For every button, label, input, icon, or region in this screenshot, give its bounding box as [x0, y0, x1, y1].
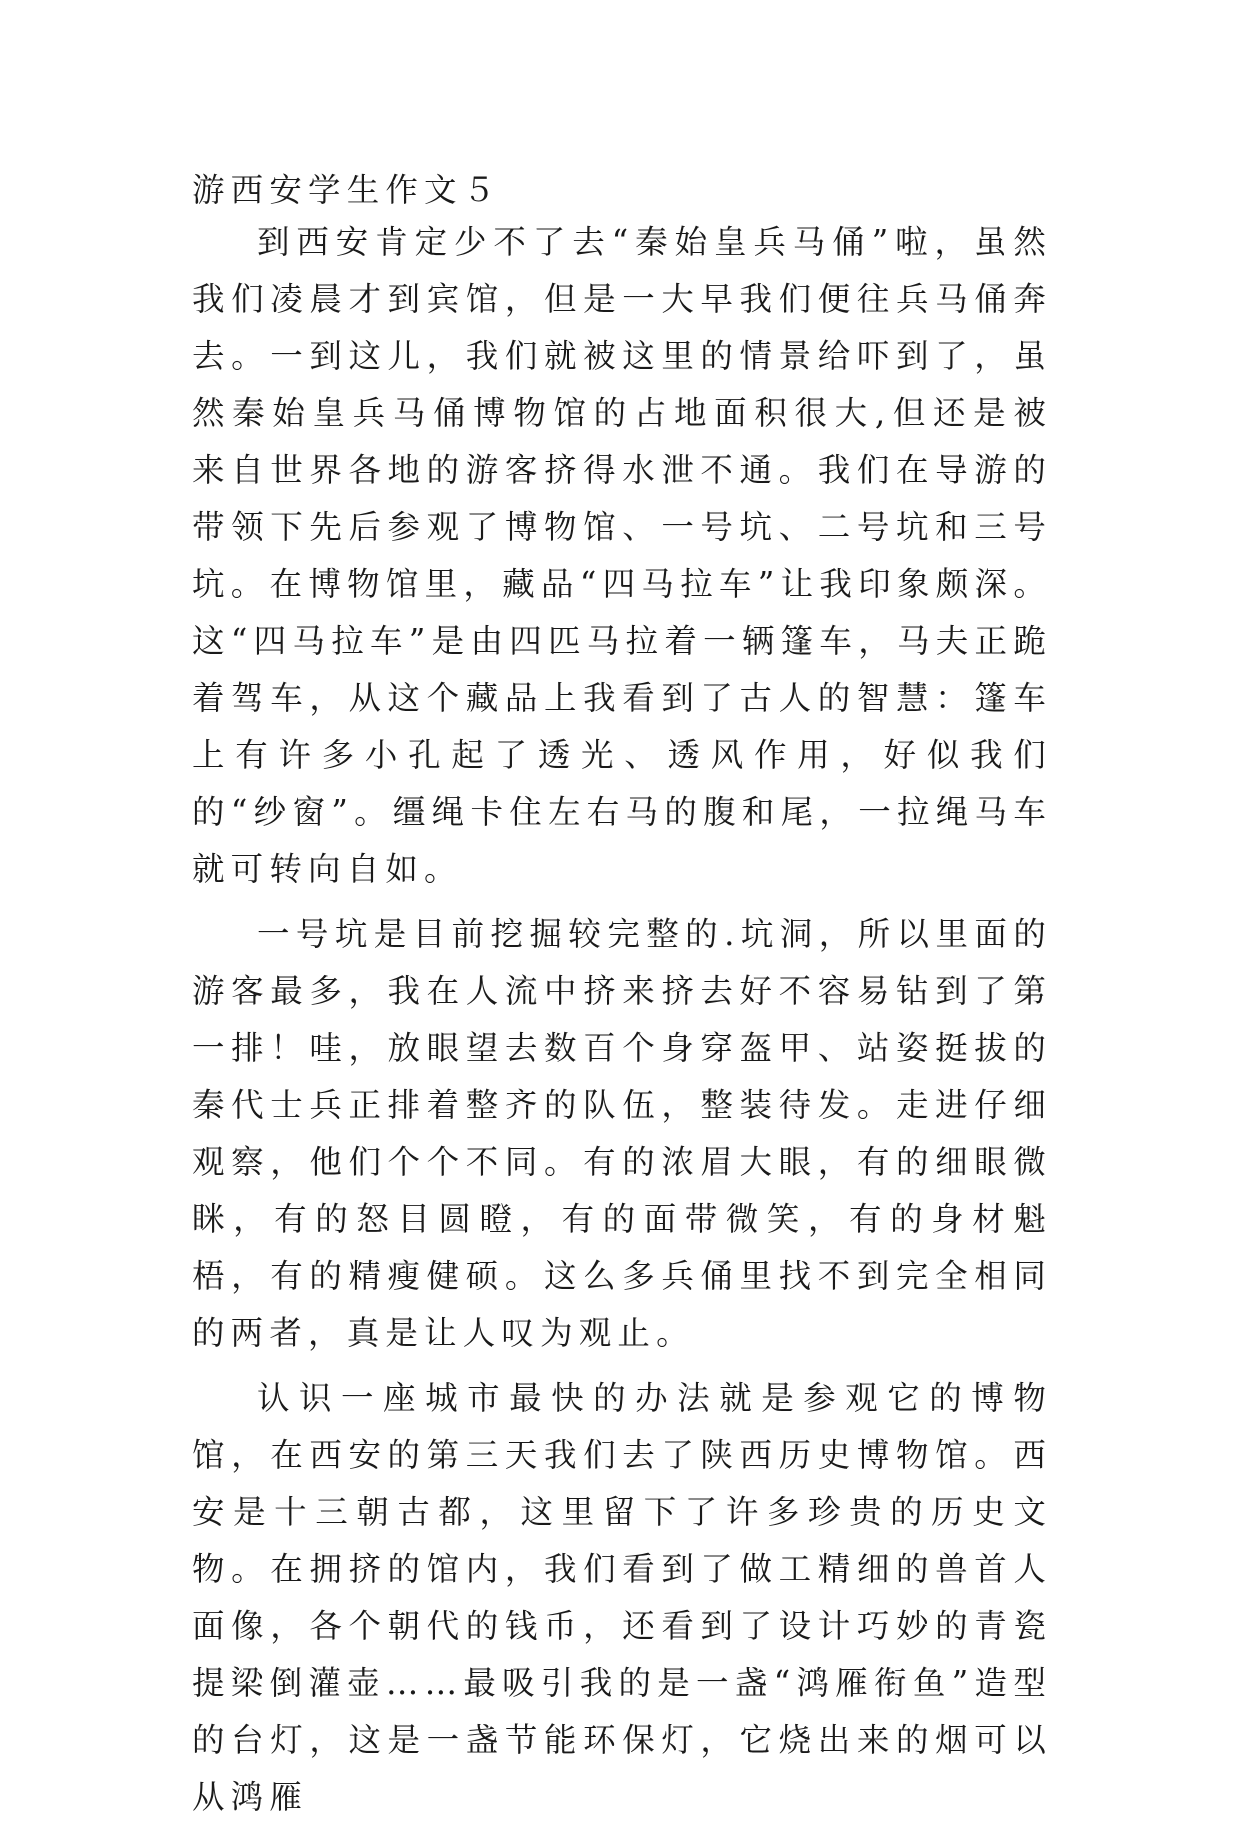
document-title: 游西安学生作文５ — [192, 171, 502, 209]
paragraph-2: 一号坑是目前挖掘较完整的.坑洞，所以里面的游客最多，我在人流中挤来挤去好不容易钻到了第一排！哇，放眼望去数百个身穿盔甲、站姿挺拔的秦代士兵正排着整齐的队伍，整装待发。走进仔细观察，他们个个不同。有的浓眉大眼，有的细眼微眯，有的怒目圆瞪，有的面带微笑，有的身材魁梧，有的精瘦健硕。这么多兵俑里找不到完全相同的两者，真是让人叹为观止。 — [192, 915, 1052, 1352]
paragraph-1: 到西安肯定少不了去“秦始皇兵马俑”啦，虽然我们凌晨才到宾馆，但是一大早我们便往兵马俑奔去。一到这儿，我们就被这里的情景给吓到了，虽然秦始皇兵马俑博物馆的占地面积很大,但还是被来自世界各地的游客挤得水泄不通。我们在导游的带领下先后参观了博物馆、一号坑、二号坑和三号坑。在博物馆里，藏品“四马拉车”让我印象颇深。这“四马拉车”是由四匹马拉着一辆篷车，马夫正跪着驾车，从这个藏品上我看到了古人的智慧：篷车上有许多小孔起了透光、透风作用，好似我们的“纱窗”。缰绳卡住左右马的腹和尾，一拉绳马车就可转向自如。 — [192, 223, 1052, 888]
paragraph-3: 认识一座城市最快的办法就是参观它的博物馆，在西安的第三天我们去了陕西历史博物馆。西安是十三朝古都，这里留下了许多珍贵的历史文物。在拥挤的馆内，我们看到了做工精细的兽首人面像，各个朝代的钱币，还看到了设计巧妙的青瓷提梁倒灌壶……最吸引我的是一盏“鸿雁衔鱼”造型的台灯，这是一盏节能环保灯，它烧出来的烟可以从鸿雁 — [192, 1379, 1052, 1816]
document-body — [192, 166, 1052, 1834]
